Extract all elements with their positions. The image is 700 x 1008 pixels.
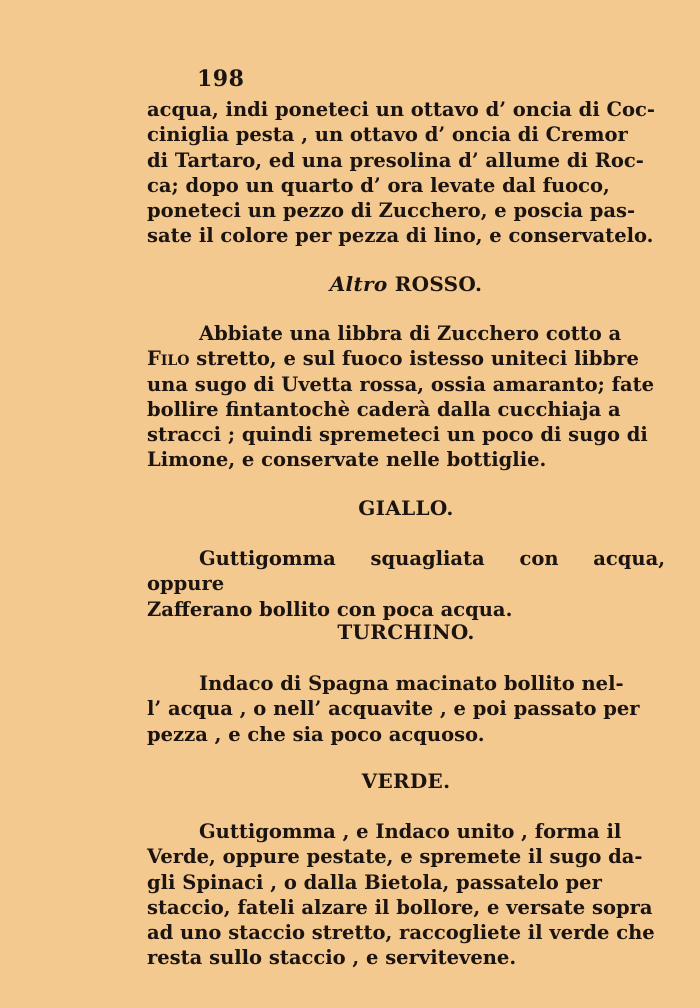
- text-line: acqua, indi poneteci un ottavo d’ oncia di Coc-: [147, 98, 656, 121]
- text-line: ca; dopo un quarto d’ ora levate dal fuoco,: [147, 173, 610, 197]
- text-line-first: [147, 321, 665, 346]
- page-number: 198: [197, 66, 245, 92]
- heading-giallo: GIALLO.: [358, 496, 454, 520]
- text-line: stretto, e sul fuoco istesso uniteci libbre: [196, 347, 639, 371]
- giallo-paragraph: [147, 546, 665, 622]
- heading-italic: Altro: [329, 272, 388, 296]
- heading-turchino: TURCHINO.: [337, 620, 475, 644]
- text-line: staccio, fateli alzare il bollore, e versate sopra: [147, 895, 653, 919]
- turchino-paragraph: [147, 671, 665, 747]
- text-line-first: [147, 819, 665, 844]
- text-line: poneteci un pezzo di Zucchero, e poscia pas-: [147, 199, 636, 223]
- text-line: l’ acqua , o nell’ acquavite , e poi passato per: [147, 697, 640, 721]
- text-line: stracci ; quindi spremeteci un poco di sugo di: [147, 423, 648, 447]
- heading-verde: VERDE.: [361, 769, 451, 793]
- heading-altro-rosso: [147, 272, 665, 296]
- text-line: ad uno staccio stretto, raccogliete il verde che: [147, 921, 655, 945]
- text-line: bollire fintantochè caderà dalla cucchiaja a: [147, 397, 621, 421]
- text-line: Guttigomma , e Indaco unito , forma il: [199, 820, 622, 843]
- heading-rest: ROSSO.: [387, 272, 483, 296]
- text-line-second: [147, 346, 665, 371]
- text-line: Guttigomma squagliata con acqua, oppure: [147, 547, 665, 596]
- text-line: Indaco di Spagna macinato bollito nel-: [199, 672, 624, 695]
- intro-paragraph: [147, 97, 665, 249]
- text-line: pezza , e che sia poco acquoso.: [147, 722, 485, 746]
- text-line: Limone, e conservate nelle bottiglie.: [147, 448, 547, 472]
- smallcaps-word: Filo: [147, 347, 190, 371]
- text-line: Abbiate una libbra di Zucchero cotto a: [199, 322, 622, 345]
- rosso-paragraph: [147, 321, 665, 473]
- text-line: ciniglia pesta , un ottavo d’ oncia di Cremor: [147, 123, 628, 147]
- text-line-first: [147, 671, 665, 696]
- text-line: gli Spinaci , o dalla Bietola, passatelo per: [147, 870, 602, 894]
- text-line: sate il colore per pezza di lino, e conservatelo.: [147, 224, 654, 248]
- text-line: Verde, oppure pestate, e spremete il sugo da-: [147, 845, 643, 869]
- text-line-first: [147, 546, 665, 597]
- text-line: Zafferano bollito con poca acqua.: [147, 597, 513, 621]
- text-line: resta sullo staccio , e servitevene.: [147, 946, 517, 970]
- text-line: di Tartaro, ed una presolina d’ allume di Roc-: [147, 148, 644, 172]
- text-line: una sugo di Uvetta rossa, ossia amaranto; fate: [147, 372, 655, 396]
- verde-paragraph: [147, 819, 665, 971]
